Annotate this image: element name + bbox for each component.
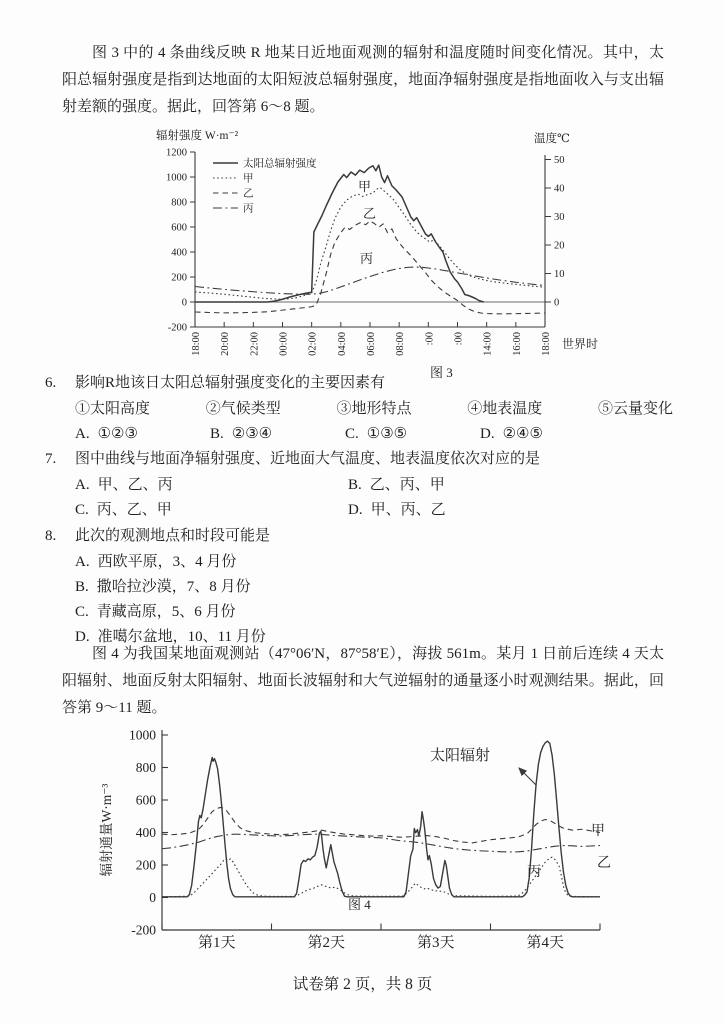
fig3-left-axis-title: 辐射强度 W·m⁻² [156,130,239,142]
left-tick-label: 600 [171,222,187,234]
right-tick-label: 40 [554,183,565,195]
page-footer: 试卷第 2 页，共 8 页 [292,976,433,993]
option-7b: B. 乙、丙、甲 [348,477,445,493]
fig4-series-dashdot [162,834,600,852]
legend-label: 丙 [243,203,254,215]
right-tick-label: 0 [554,297,560,309]
question-7 [45,448,681,471]
flux-tick-label: 0 [149,890,156,905]
day-label: 第4天 [526,935,565,951]
left-tick-label: 200 [171,272,187,284]
legend-label: 乙 [243,188,254,200]
curve-label-丙: 丙 [360,251,374,266]
option-8c: C. 青藏高原，5、6 月份 [75,604,236,620]
curve-label-甲: 甲 [358,179,372,194]
right-tick-label: 10 [554,269,565,280]
choice-2: ②气候类型 [205,401,281,417]
left-tick-label: 800 [171,197,187,209]
fig3-series-dashdot [195,267,545,294]
question-6-options [75,422,681,446]
flux-tick-label: 1000 [129,727,156,743]
curve-label-甲: 甲 [591,824,605,839]
time-tick-label: 00:00 [278,332,290,356]
flux-tick-label: 200 [135,857,156,873]
intro-paragraph-2: 图 4 为我国某地面观测站（47°06′N，87°58′E），海拔 561m。某月 1 日前后连续 4 天太阳辐射、地面反射太阳辐射、地面长波辐射和大气逆辐射的通量逐小时观测结果。据此，回答第 9～11 题。 [62,646,664,716]
fig3-series-solid [195,165,484,302]
curve-label-丙: 丙 [527,865,541,880]
question-6-stem: 影响R地该日太阳总辐射强度变化的主要因素有 [75,375,386,391]
option-6b: B. ②③④ [210,426,273,442]
choice-5: ⑤云量变化 [597,401,673,417]
choice-3: ③地形特点 [336,401,412,417]
time-tick-label: 08:00 [395,332,407,356]
option-8d: D. 准噶尔盆地，10、11 月份 [75,629,266,645]
time-tick-label: 04:00 [336,332,348,356]
day-label: 第2天 [307,935,346,951]
question-7-options [75,473,681,523]
left-tick-label: -200 [167,322,187,334]
intro-paragraph-1: 图 3 中的 4 条曲线反映 R 地某日近地面观测的辐射和温度随时间变化情况。其中，太阳总辐射强度是指到达地面的太阳短波总辐射强度，地面净辐射强度是指地面收入与支出辐射差额的强度。据此，回答第 6～8 题。 [62,45,664,115]
time-tick-label: 14:00 [482,332,494,356]
time-tick-label: :00 [453,332,465,346]
question-7-stem: 图中曲线与地面净辐射强度、近地面大气温度、地表温度依次对应的是 [75,451,541,467]
figure3-radiation-temperature-chart [150,125,655,387]
flux-tick-label: -200 [131,922,156,938]
day-label: 第3天 [416,935,455,951]
question-6 [45,372,681,395]
flux-tick-label: 800 [135,760,156,775]
figure3-caption: 图 3 [430,365,453,380]
left-tick-label: 0 [181,297,187,309]
option-6a: A. ①②③ [75,426,138,442]
time-tick-label: 22:00 [249,332,261,356]
choice-1: ①太阳高度 [75,401,151,417]
questions-block [45,372,681,650]
question-7-number: 7. [45,451,57,467]
time-tick-label: 20:00 [220,332,232,356]
legend-label: 甲 [243,173,254,185]
day-label: 第1天 [197,935,236,951]
option-8b: B. 撒哈拉沙漠，7、8 月份 [75,579,251,595]
curve-label-乙: 乙 [363,206,377,221]
curve-label-乙: 乙 [597,856,611,871]
flux-tick-label: 400 [135,825,156,840]
time-tick-label: 18:00 [191,332,202,356]
legend-label: 太阳总辐射强度 [243,158,317,170]
fig3-series-dashed [195,221,545,314]
question-6-choices [75,397,673,421]
right-tick-label: 20 [554,240,565,252]
question-8-stem: 此次的观测地点和时段可能是 [75,528,271,544]
question-8 [45,525,681,548]
flux-tick-label: 600 [135,792,156,808]
option-6c: C. ①③⑤ [345,426,408,442]
fig3-x-axis-title: 世界时 [562,337,599,351]
question-8-options [75,550,681,650]
question-6-number: 6. [45,375,57,391]
option-7a: A. 甲、乙、丙 [75,477,173,493]
fig4-y-axis-title: 辐射通量W·m⁻³ [99,783,114,877]
time-tick-label: 06:00 [366,332,377,356]
annotation-arrow [519,768,536,785]
option-8a: A. 西欧平原，3、4 月份 [75,554,237,570]
figure4-caption: 图 4 [348,897,371,912]
time-tick-label: 02:00 [307,332,319,356]
right-tick-label: 30 [554,212,565,223]
figure4-radiation-flux-chart [95,718,655,960]
left-tick-label: 1200 [166,147,187,159]
time-tick-label: 16:00 [511,332,523,356]
option-6d: D. ②④⑤ [480,426,543,442]
option-7c: C. 丙、乙、甲 [75,502,172,518]
time-tick-label: :00 [424,332,436,346]
left-tick-label: 400 [171,247,187,259]
left-tick-label: 1000 [166,172,187,184]
time-tick-label: 18:00 [541,332,552,356]
solar-radiation-annotation: 太阳辐射 [430,748,491,764]
choice-4: ④地表温度 [467,401,543,417]
option-7d: D. 甲、丙、乙 [348,502,446,518]
question-8-number: 8. [45,528,57,544]
fig3-right-axis-title: 温度℃ [534,133,570,145]
right-tick-label: 50 [554,155,565,166]
